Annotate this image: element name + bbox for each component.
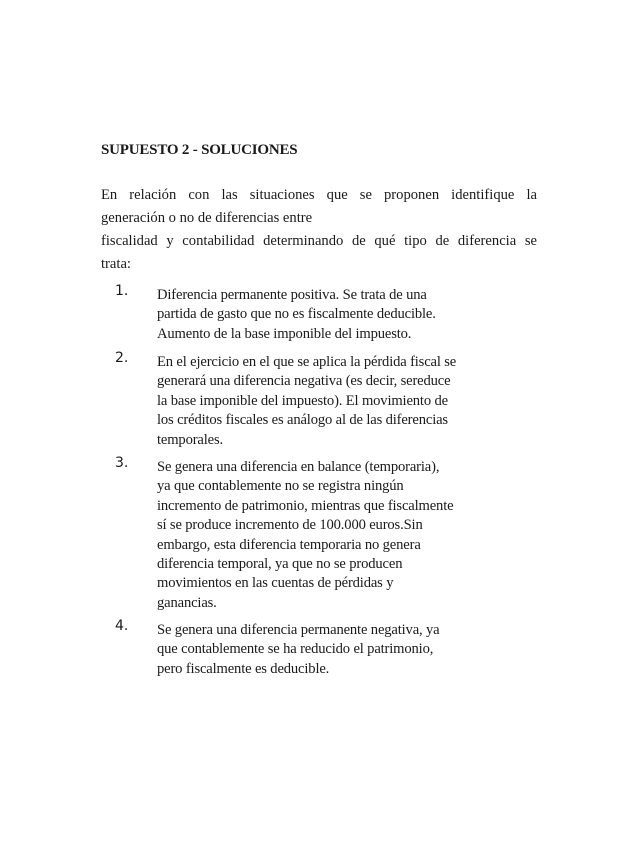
list-item-line: ganancias. xyxy=(157,594,217,611)
list-item-line: movimientos en las cuentas de pérdidas y xyxy=(157,575,394,592)
list-item-line: Se genera una diferencia en balance (temporaria), xyxy=(157,459,440,475)
list-item-line: Aumento de la base imponible del impuesto. xyxy=(157,325,412,342)
list-item-line: partida de gasto que no es fiscalmente deducible. xyxy=(157,306,436,323)
list-item-text xyxy=(157,458,453,613)
list-item-text xyxy=(157,353,456,450)
list-item-number: 4. xyxy=(115,618,129,634)
list-item-line: Se genera una diferencia permanente negativa, ya xyxy=(157,622,440,638)
intro-line: fiscalidad y contabilidad determinando de qué tipo de diferencia se xyxy=(101,233,537,249)
intro-line: En relación con las situaciones que se proponen identifique la xyxy=(101,187,537,203)
list-item-line: embargo, esta diferencia temporaria no genera xyxy=(157,536,421,553)
list-item-line: Diferencia permanente positiva. Se trata de una xyxy=(157,287,427,303)
intro-line: generación o no de diferencias entre xyxy=(101,210,313,226)
list-item-line: sí se produce incremento de 100.000 euros.Sin xyxy=(157,517,423,534)
list-item-line: que contablemente se ha reducido el patrimonio, xyxy=(157,641,434,658)
list-item-number: 1. xyxy=(115,283,129,299)
list-item-text xyxy=(157,621,440,679)
list-item-number: 3. xyxy=(115,455,129,471)
list-item-number: 2. xyxy=(115,350,129,366)
list-item-line: los créditos fiscales es análogo al de las diferencias xyxy=(157,412,448,429)
list-item-line: temporales. xyxy=(157,431,224,448)
list-item-line: generará una diferencia negativa (es decir, sereduce xyxy=(157,373,451,390)
list-item-line: incremento de patrimonio, mientras que fiscalmente xyxy=(157,497,454,514)
list-item-line: la base imponible del impuesto). El movimiento de xyxy=(157,392,448,409)
intro-line: trata: xyxy=(101,256,131,272)
list-item-line: pero fiscalmente es deducible. xyxy=(157,660,330,677)
list-item-line: En el ejercicio en el que se aplica la pérdida fiscal se xyxy=(157,354,457,370)
page-title: SUPUESTO 2 - SOLUCIONES xyxy=(101,142,298,158)
list-item-line: diferencia temporal, ya que no se producen xyxy=(157,556,403,573)
list-item-line: ya que contablemente no se registra ningún xyxy=(157,478,404,495)
list-item-text xyxy=(157,286,436,344)
intro-paragraph xyxy=(101,184,537,276)
